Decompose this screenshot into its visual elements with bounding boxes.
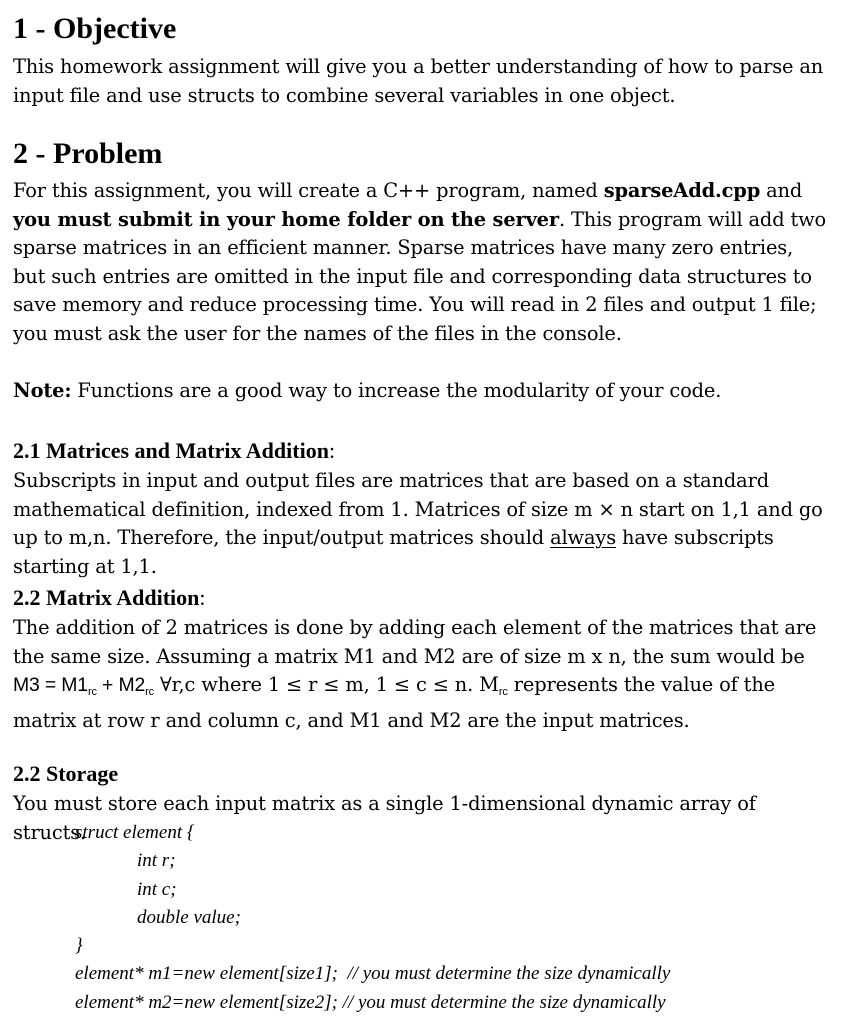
emphasis-always: always (550, 526, 617, 550)
code-block (75, 819, 670, 1017)
section-2-1-heading: 2.1 Matrices and Matrix Addition: (13, 438, 336, 463)
note-label: Note: (13, 379, 72, 402)
section-1-heading: 1 - Objective (13, 12, 177, 45)
submit-instruction: you must submit in your home folder on the server (13, 207, 559, 231)
code-line: element* m1=new element[size1]; // you must determine the size dynamically (75, 963, 671, 985)
problem-text: For this assignment, you will create a C++ program, named sparseAdd.cpp and you must submit in your home folder on the server. This program will add two sparse matrices in an efficient manner. Sparse matrices have many zero entries, but such entries are omitted in the input file and corresponding data structures to save memory and reduce processing time. You will read in 2 files and output 1 file; you must ask the user for the names of the files in the console. (13, 179, 827, 345)
equation-m3: M3 = M1 (13, 674, 88, 697)
section-2-heading: 2 - Problem (13, 137, 163, 170)
objective-text: This homework assignment will give you a better understanding of how to parse an input file and use structs to combine several variables in one object. (13, 55, 824, 107)
note-text: Note: Functions are a good way to increase the modularity of your code. (13, 379, 722, 402)
code-line: int r; (137, 850, 176, 872)
code-line: int c; (137, 878, 177, 900)
matrices-text: Subscripts in input and output files are matrices that are based on a standard mathematical definition, indexed from 1. Matrices of size m × n start on 1,1 and go up to m,n. Therefore, the input/output matrices should always have subscripts starting at 1,1. (13, 469, 823, 578)
code-line: } (75, 935, 83, 957)
section-2-2-heading: 2.2 Matrix Addition: (13, 585, 206, 610)
code-line: double value; (137, 906, 241, 928)
matrix-addition-text: The addition of 2 matrices is done by adding each element of the matrices that are the same size. Assuming a matrix M1 and M2 are of size m x n, the sum would be $M3 = M1_{rc} + M2_{rc}$ ∀r,c where 1 ≤ r ≤ m, 1 ≤ c ≤ n. $M_{rc}$ represents the value of the matrix at row r and column c, and M1 and M2 are the input matrices. (13, 616, 817, 732)
storage-text: You must store each input matrix as a single 1-dimensional dynamic array of structs. (13, 792, 756, 844)
code-line: element* m2=new element[size2]; // you must determine the size dynamically (75, 991, 666, 1013)
code-line: struct element { (75, 822, 195, 843)
section-storage-heading: 2.2 Storage (13, 761, 119, 786)
program-filename: sparseAdd.cpp (603, 179, 761, 202)
